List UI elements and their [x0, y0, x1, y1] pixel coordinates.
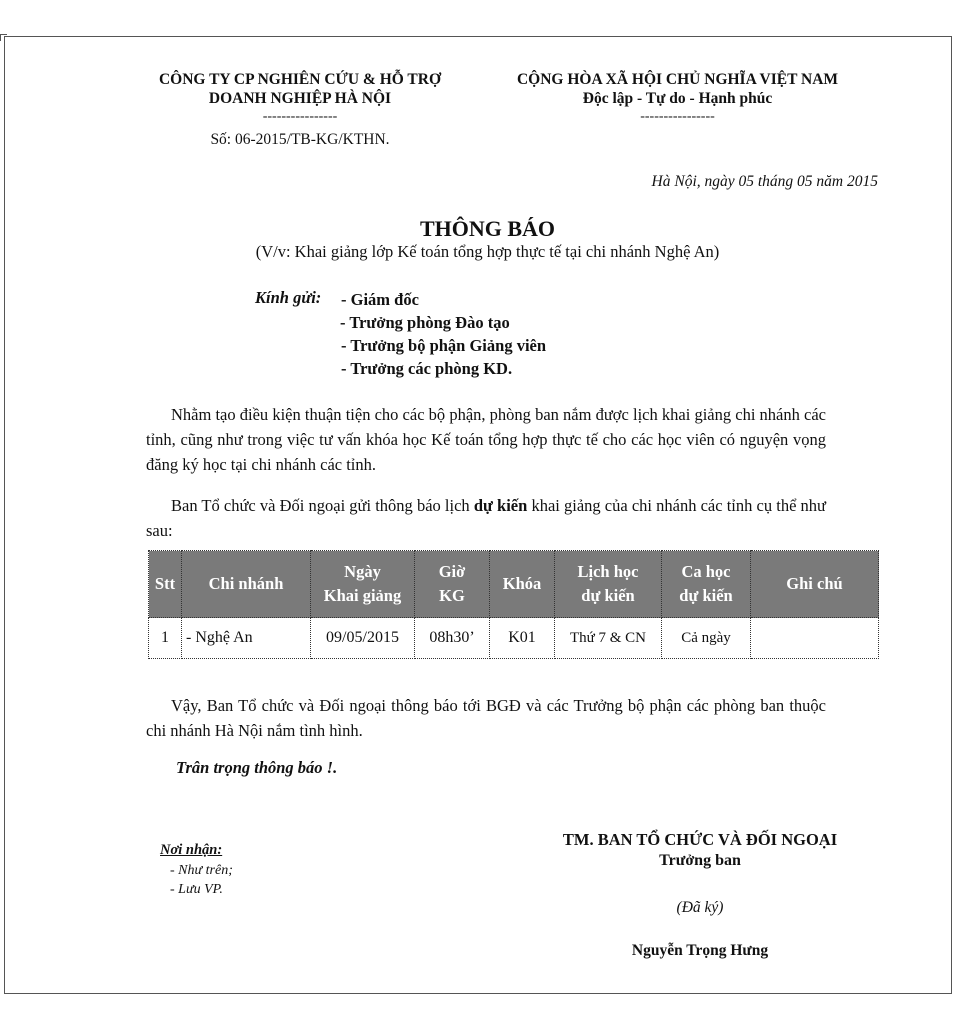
date-line: Hà Nội, ngày 05 tháng 05 năm 2015	[651, 173, 878, 190]
header-branch: Chi nhánh	[182, 551, 311, 618]
receiver-item: - Lưu VP.	[170, 882, 223, 897]
header-shift	[662, 551, 751, 618]
signature-role: Trưởng ban	[659, 852, 741, 869]
header-stt: Stt	[149, 551, 182, 618]
signature-organization: TM. BAN TỔ CHỨC VÀ ĐỐI NGOẠI	[562, 830, 838, 849]
closing-line: Trân trọng thông báo !.	[176, 758, 338, 777]
paragraph-2-text-start: Ban Tổ chức và Đối ngoại gửi thông báo lịch	[171, 496, 474, 515]
table-header-row	[149, 551, 879, 618]
document-number: Số: 06-2015/TB-KG/KTHN.	[210, 131, 390, 148]
body-paragraph-1: Nhằm tạo điều kiện thuận tiện cho các bộ phận, phòng ban nắm được lịch khai giảng chi nhánh các tỉnh, cũng như trong việc tư vấn khóa học Kế toán tổng hợp thực tế cho các học viên có nguyện vọng đăng ký học tại chi nhánh các tỉnh.	[146, 405, 826, 474]
recipient-item: - Trưởng các phòng KD.	[341, 359, 513, 378]
header-shift-line1: Ca học	[681, 562, 731, 581]
header-note: Ghi chú	[751, 551, 879, 618]
header-schedule	[555, 551, 662, 618]
signature-status: (Đã ký)	[676, 899, 724, 916]
document-subtitle: (V/v: Khai giảng lớp Kế toán tổng hợp thực tế tại chi nhánh Nghệ An)	[255, 242, 720, 261]
header-schedule-line2: dự kiến	[581, 586, 635, 605]
cell-branch: - Nghệ An	[182, 618, 311, 659]
header-time-line1: Giờ	[438, 562, 466, 581]
nation-title-line1: CỘNG HÒA XÃ HỘI CHỦ NGHĨA VIỆT NAM	[516, 71, 839, 88]
header-time-line2: KG	[439, 586, 465, 605]
company-rule: ----------------	[262, 109, 338, 124]
nation-rule: ----------------	[640, 109, 715, 124]
header-open-date-line2: Khai giảng	[323, 586, 402, 605]
table-row	[149, 618, 879, 659]
header-schedule-line1: Lịch học	[577, 562, 639, 581]
company-name-line2: DOANH NGHIỆP HÀ NỘI	[208, 90, 392, 107]
recipient-item: - Trưởng phòng Đào tạo	[340, 313, 510, 332]
paragraph-2-emphasis: dự kiến	[473, 496, 528, 515]
paragraph-2-text-end: khai giảng của chi nhánh các tỉnh cụ thể như sau:	[146, 496, 826, 540]
cell-time: 08h30’	[415, 618, 490, 659]
header-open-date-line1: Ngày	[344, 562, 381, 581]
recipient-item: - Trưởng bộ phận Giảng viên	[341, 336, 547, 355]
header-open-date	[311, 551, 415, 618]
recipient-item: - Giám đốc	[341, 290, 419, 309]
nation-motto: Độc lập - Tự do - Hạnh phúc	[582, 90, 773, 107]
document-title: THÔNG BÁO	[419, 216, 556, 241]
receiver-item: - Như trên;	[170, 863, 233, 878]
cell-shift: Cả ngày	[662, 618, 751, 659]
cell-note	[751, 618, 879, 659]
receiver-label: Nơi nhận:	[160, 842, 223, 858]
recipients-list	[341, 288, 546, 380]
header-time	[415, 551, 490, 618]
cell-open-date: 09/05/2015	[311, 618, 415, 659]
body-paragraph-2	[146, 493, 826, 543]
nation-title	[480, 70, 875, 108]
header-course: Khóa	[490, 551, 555, 618]
cell-course: K01	[490, 618, 555, 659]
cell-schedule: Thứ 7 & CN	[555, 618, 662, 659]
schedule-table	[148, 550, 879, 659]
cell-stt: 1	[149, 618, 182, 659]
company-name-line1: CÔNG TY CP NGHIÊN CỨU & HỖ TRỢ	[158, 71, 442, 88]
header-shift-line2: dự kiến	[679, 586, 733, 605]
company-name	[120, 70, 480, 108]
signer-name: Nguyễn Trọng Hưng	[631, 942, 769, 959]
recipients-label: Kính gửi:	[255, 288, 322, 307]
body-paragraph-3: Vậy, Ban Tổ chức và Đối ngoại thông báo tới BGĐ và các Trưởng bộ phận các phòng ban thuộc chi nhánh Hà Nội nắm tình hình.	[146, 696, 826, 740]
